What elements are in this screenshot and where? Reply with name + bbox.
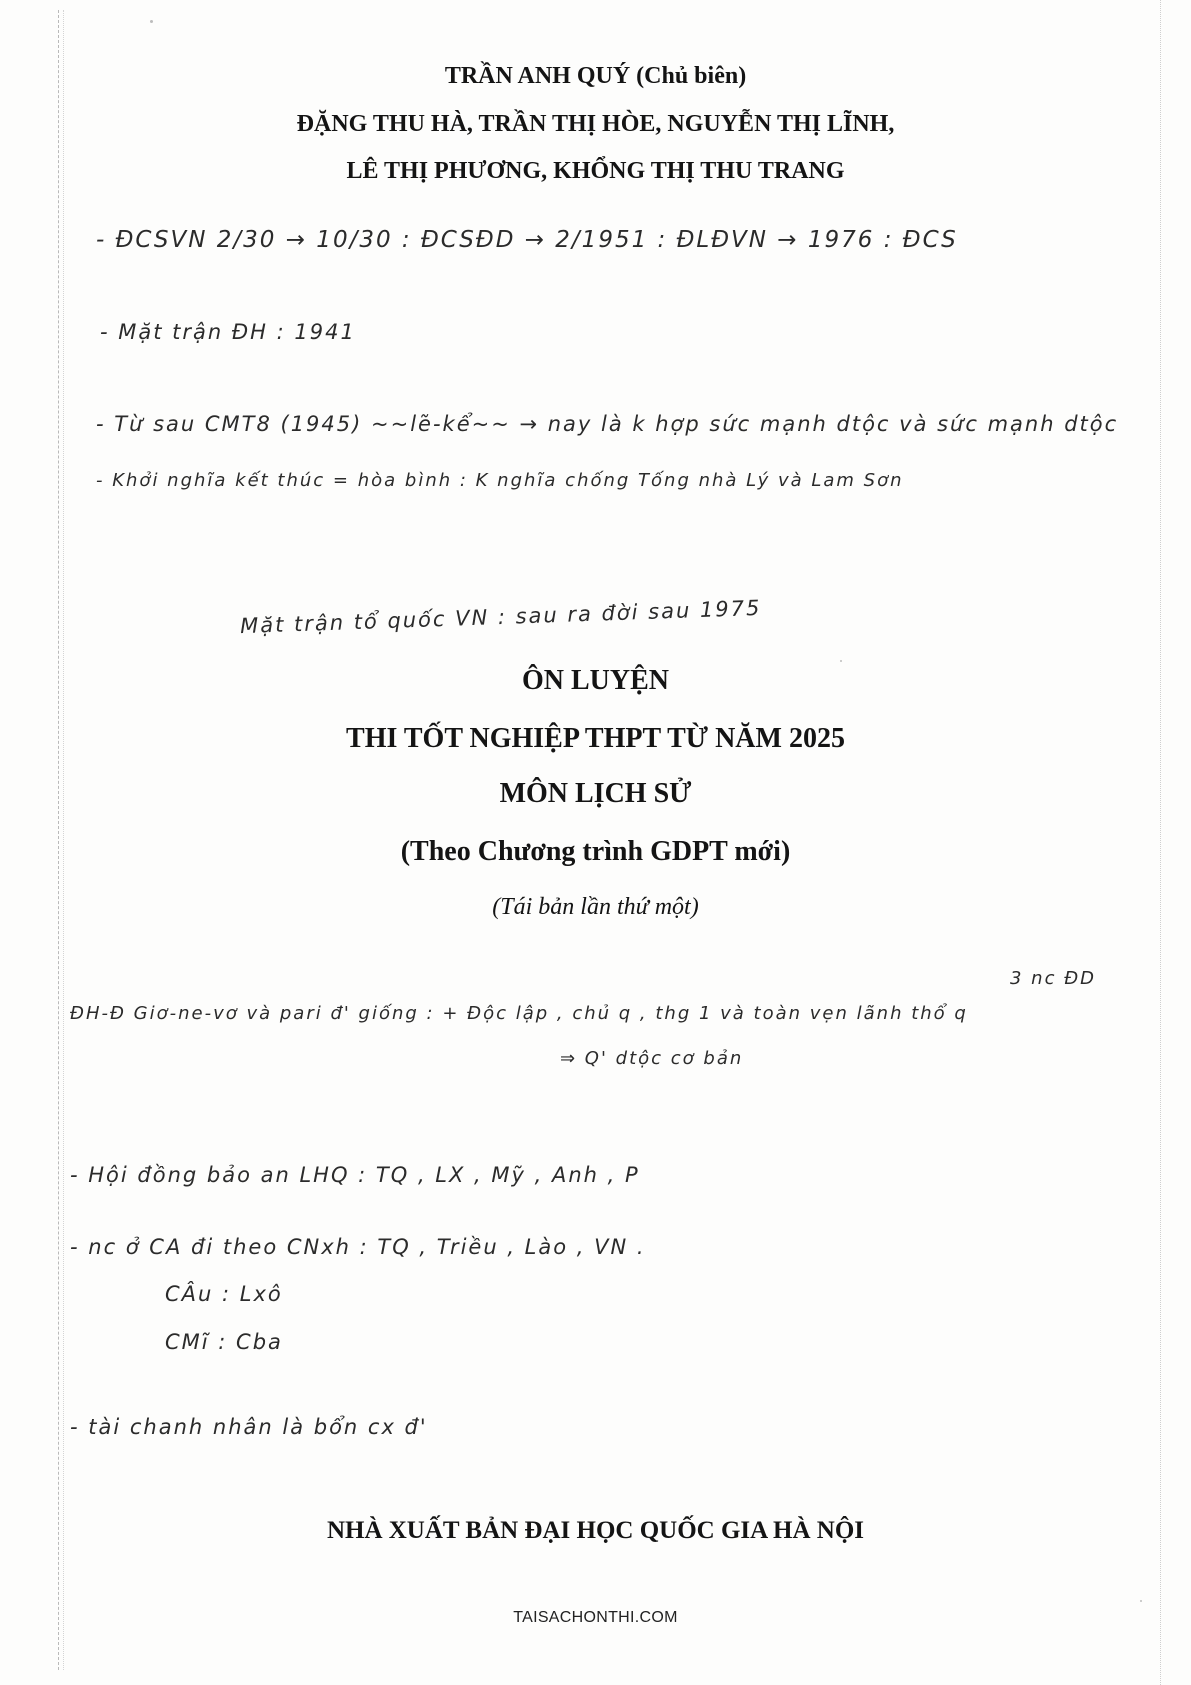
handwritten-note-socialist-countries: - nc ở CA đi theo CNxh : TQ , Triều , Lào , VN . [70,1235,646,1259]
scan-speck [1140,1600,1142,1602]
scan-speck [840,660,842,662]
handwritten-note-since-1945: - Từ sau CMT8 (1945) ~~lẽ-kể~~ → nay là k hợp sức mạnh dtộc và sức mạnh dtộc [96,412,1119,436]
editor-line: TRẦN ANH QUÝ (Chủ biên) [444,63,747,89]
handwritten-note-party-timeline: - ĐCSVN 2/30 → 10/30 : ĐCSĐD → 2/1951 : ĐLĐVN → 1976 : ĐCS [96,227,958,253]
handwritten-note-final: - tài chanh nhân là bổn cx đ' [70,1415,428,1439]
title-line-1: ÔN LUYỆN [521,665,669,696]
footer-site: TAISACHONTHI.COM [513,1609,678,1626]
handwritten-note-americas: CMĩ : Cba [165,1330,283,1354]
handwritten-note-front: - Mặt trận ĐH : 1941 [100,320,356,344]
title-line-2: THI TỐT NGHIỆP THPT TỪ NĂM 2025 [346,723,845,754]
handwritten-note-security-council: - Hội đồng bảo an LHQ : TQ , LX , Mỹ , Anh , P [70,1163,640,1187]
handwritten-note-uprisings: - Khởi nghĩa kết thúc = hòa bình : K nghĩa chống Tống nhà Lý và Lam Sơn [96,470,904,491]
handwritten-note-three-countries: 3 nc ĐD [1010,968,1097,989]
authors-line-2: LÊ THỊ PHƯƠNG, KHỔNG THỊ THU TRANG [346,158,845,184]
title-line-3: MÔN LỊCH SỬ [499,778,692,809]
publisher-name: NHÀ XUẤT BẢN ĐẠI HỌC QUỐC GIA HÀ NỘI [326,1517,865,1544]
handwritten-note-europe: CÂu : Lxô [165,1282,283,1306]
scan-speck [150,20,153,23]
handwritten-note-national-rights: ⇒ Q' dtộc cơ bản [560,1048,744,1069]
edition-note: (Tái bản lần thứ một) [492,894,699,920]
title-line-4: (Theo Chương trình GDPT mới) [400,836,791,867]
authors-line-1: ĐẶNG THU HÀ, TRẦN THỊ HÒE, NGUYỄN THỊ LĨNH, [296,111,895,137]
handwritten-note-geneva-paris: ĐH-Đ Giơ-ne-vơ và pari đ' giống : + Độc lập , chủ q , thg 1 và toàn vẹn lãnh thổ q [70,1003,968,1024]
handwritten-note-fatherland-front: Mặt trận tổ quốc VN : sau ra đời sau 1975 [239,595,762,639]
